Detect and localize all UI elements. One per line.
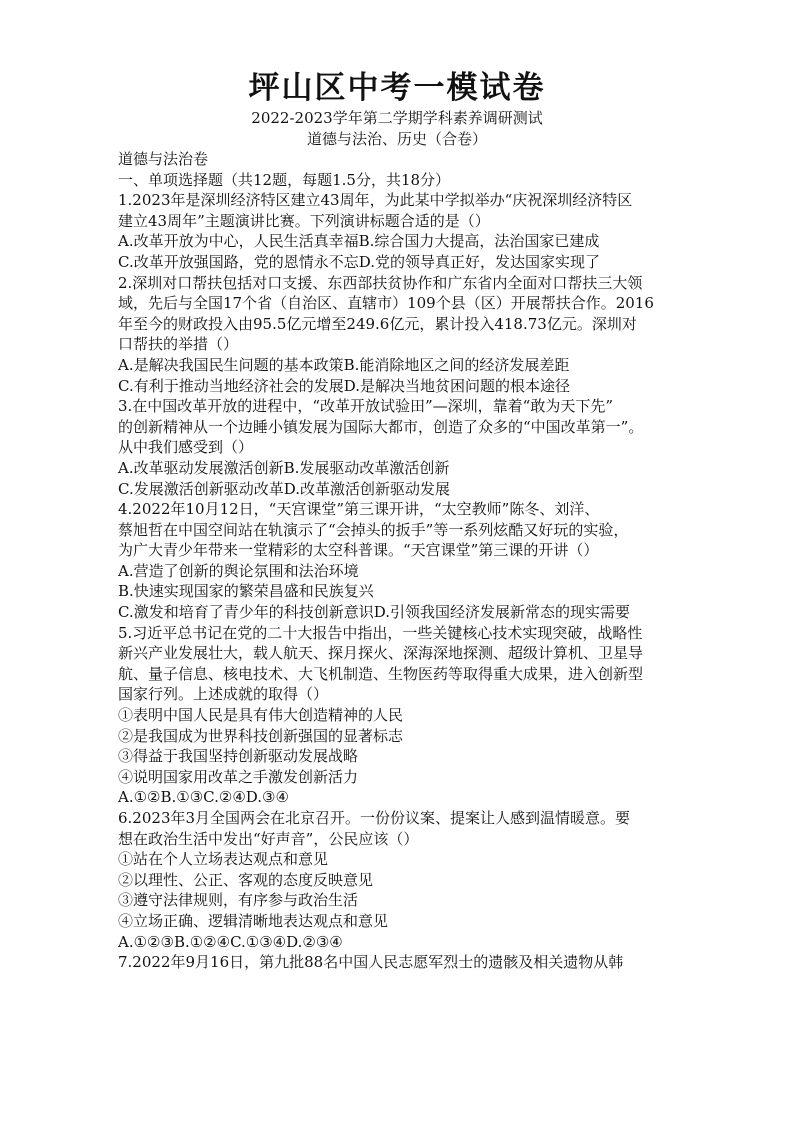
question-7-stem: 7.2022年9月16日，第九批88名中国人民志愿军烈士的遗骸及相关遗物从韩 [118, 953, 624, 972]
question-6-statement: ①站在个人立场表达观点和意见 [118, 850, 329, 869]
question-3-options: C.发展激活创新驱动改革D.改革激活创新驱动发展 [118, 479, 450, 498]
exam-subtitle-term: 2022-2023学年第二学期学科素养调研测试 [251, 109, 543, 127]
question-5-statement: ①表明中国人民是具有伟大创造精神的人民 [118, 706, 404, 725]
question-6-options: A.①②③B.①②④C.①③④D.②③④ [118, 932, 343, 951]
question-4-options: B.快速实现国家的繁荣昌盛和民族复兴 [118, 582, 374, 601]
question-2-stem: 年至今的财政投入由95.5亿元增至249.6亿元，累计投入418.73亿元。深圳对 [118, 314, 637, 333]
question-4-options: A.营造了创新的舆论氛围和法治环境 [118, 561, 359, 580]
question-4-stem: 蔡旭哲在中国空间站在轨演示了“会掉头的扳手”等一系列炫酷又好玩的实验， [118, 520, 629, 539]
question-2-stem: 口帮扶的举措（） [118, 335, 239, 354]
question-2-stem: 域，先后与全国17个省（自治区、直辖市）109个县（区）开展帮扶合作。2016 [118, 294, 654, 313]
question-1-stem: 建立43周年”主题演讲比赛。下列演讲标题合适的是（） [118, 211, 490, 230]
exam-subtitle-subjects: 道德与法治、历史（合卷） [306, 130, 487, 148]
question-6-stem: 想在政治生活中发出“好声音”，公民应该（） [118, 829, 419, 848]
question-3-stem: 从中我们感受到（） [118, 438, 254, 457]
question-1-stem: 1.2023年是深圳经济特区建立43周年，为此某中学拟举办“庆祝深圳经济特区 [118, 191, 633, 210]
question-6-stem: 6.2023年3月全国两会在北京召开。一份份议案、提案让人感到温情暖意。要 [118, 809, 631, 827]
question-5-statement: ③得益于我国坚持创新驱动发展战略 [118, 747, 359, 766]
question-5-stem: 国家行列。上述成就的取得（） [118, 685, 329, 704]
question-6-statement: ③遵守法律规则，有序参与政治生活 [118, 891, 359, 910]
question-4-stem: 为广大青少年带来一堂精彩的太空科普课。“天宫课堂”第三课的开讲（） [118, 541, 599, 560]
question-5-stem: 新兴产业发展壮大，载人航天、探月探火、深海深地探测、超级计算机、卫星导 [118, 644, 644, 663]
question-3-stem: 的创新精神从一个边睡小镇发展为国际大都市，创造了众多的“中国改革第一”。 [118, 417, 644, 436]
section-heading: 一、单项选择题（共12题，每题1.5分，共18分） [118, 170, 451, 189]
exam-title: 坪山区中考一模试卷 [248, 70, 546, 106]
question-6-statement: ④立场正确、逻辑清晰地表达观点和意见 [118, 911, 389, 930]
question-5-options: A.①②B.①③C.②④D.③④ [118, 788, 289, 807]
question-3-stem: 3.在中国改革开放的进程中，“改革开放试验田”—深圳，靠着“敢为天下先” [118, 397, 613, 416]
section-label: 道德与法治卷 [118, 150, 209, 168]
question-5-statement: ②是我国成为世界科技创新强国的显著标志 [118, 726, 404, 745]
question-4-stem: 4.2022年10月12日，“天宫课堂”第三课开讲，“太空教师”陈冬、刘洋、 [118, 500, 600, 519]
question-5-stem: 5.习近平总书记在党的二十大报告中指出，一些关键核心技术实现突破，战略性 [118, 623, 643, 642]
question-5-statement: ④说明国家用改革之手激发创新活力 [118, 767, 359, 786]
question-2-options: C.有利于推动当地经济社会的发展D.是解决当地贫困问题的根本途径 [118, 376, 570, 395]
question-5-stem: 航、量子信息、核电技术、大飞机制造、生物医药等取得重大成果，进入创新型 [118, 664, 644, 683]
question-2-options: A.是解决我国民生问题的基本政策B.能消除地区之间的经济发展差距 [118, 355, 570, 374]
question-1-options: C.改革开放强国路，党的恩情永不忘D.党的领导真正好，发达国家实现了 [118, 252, 600, 271]
question-3-options: A.改革驱动发展激活创新B.发展驱动改革激活创新 [118, 458, 450, 477]
question-2-stem: 2.深圳对口帮扶包括对口支援、东西部扶贫协作和广东省内全面对口帮扶三大领 [118, 273, 643, 292]
question-6-statement: ②以理性、公正、客观的态度反映意见 [118, 870, 374, 889]
question-1-options: A.改革开放为中心，人民生活真幸福B.综合国力大提高，法治国家已建成 [118, 232, 600, 251]
question-4-options: C.激发和培育了青少年的科技创新意识D.引领我国经济发展新常态的现实需要 [118, 603, 630, 622]
exam-body [118, 149, 688, 973]
